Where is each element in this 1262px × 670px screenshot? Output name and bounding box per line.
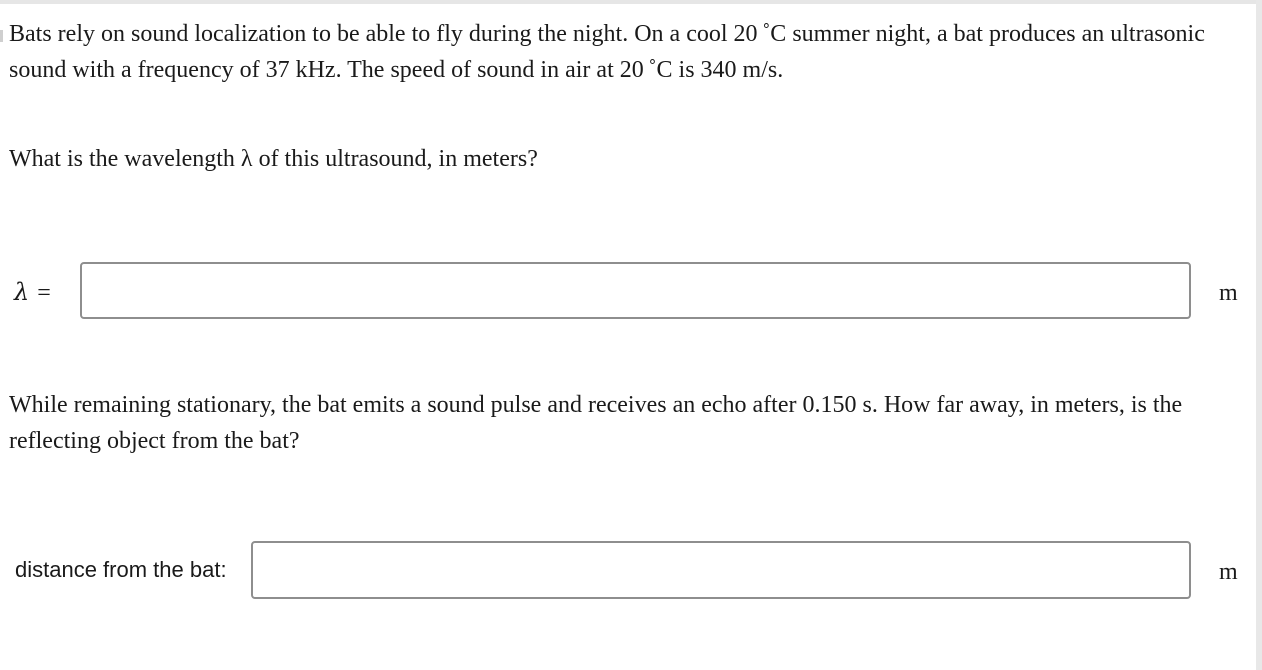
distance-input[interactable]	[251, 541, 1191, 599]
lambda-symbol: λ	[14, 278, 30, 306]
question-distance: While remaining stationary, the bat emits a sound pulse and receives an echo after 0.150 s. How far away, in meters, is the reflecting object from the bat?	[9, 392, 1183, 454]
left-marker	[0, 30, 3, 42]
problem-intro: Bats rely on sound localization to be able to fly during the night. On a cool 20 ˚C summer night, a bat produces an ultrasonic sound with a frequency of 37 kHz. The speed of sound in air at 20 ˚C is 340 m/s.	[9, 21, 1205, 83]
wavelength-label	[14, 278, 51, 307]
top-border	[0, 0, 1262, 4]
question-wavelength: What is the wavelength λ of this ultrasound, in meters?	[9, 146, 538, 172]
distance-unit: m	[1219, 559, 1238, 585]
right-border	[1256, 0, 1262, 670]
wavelength-unit: m	[1219, 280, 1238, 306]
wavelength-input[interactable]	[80, 262, 1191, 319]
equals-sign: =	[37, 280, 51, 306]
distance-label: distance from the bat:	[15, 557, 227, 582]
